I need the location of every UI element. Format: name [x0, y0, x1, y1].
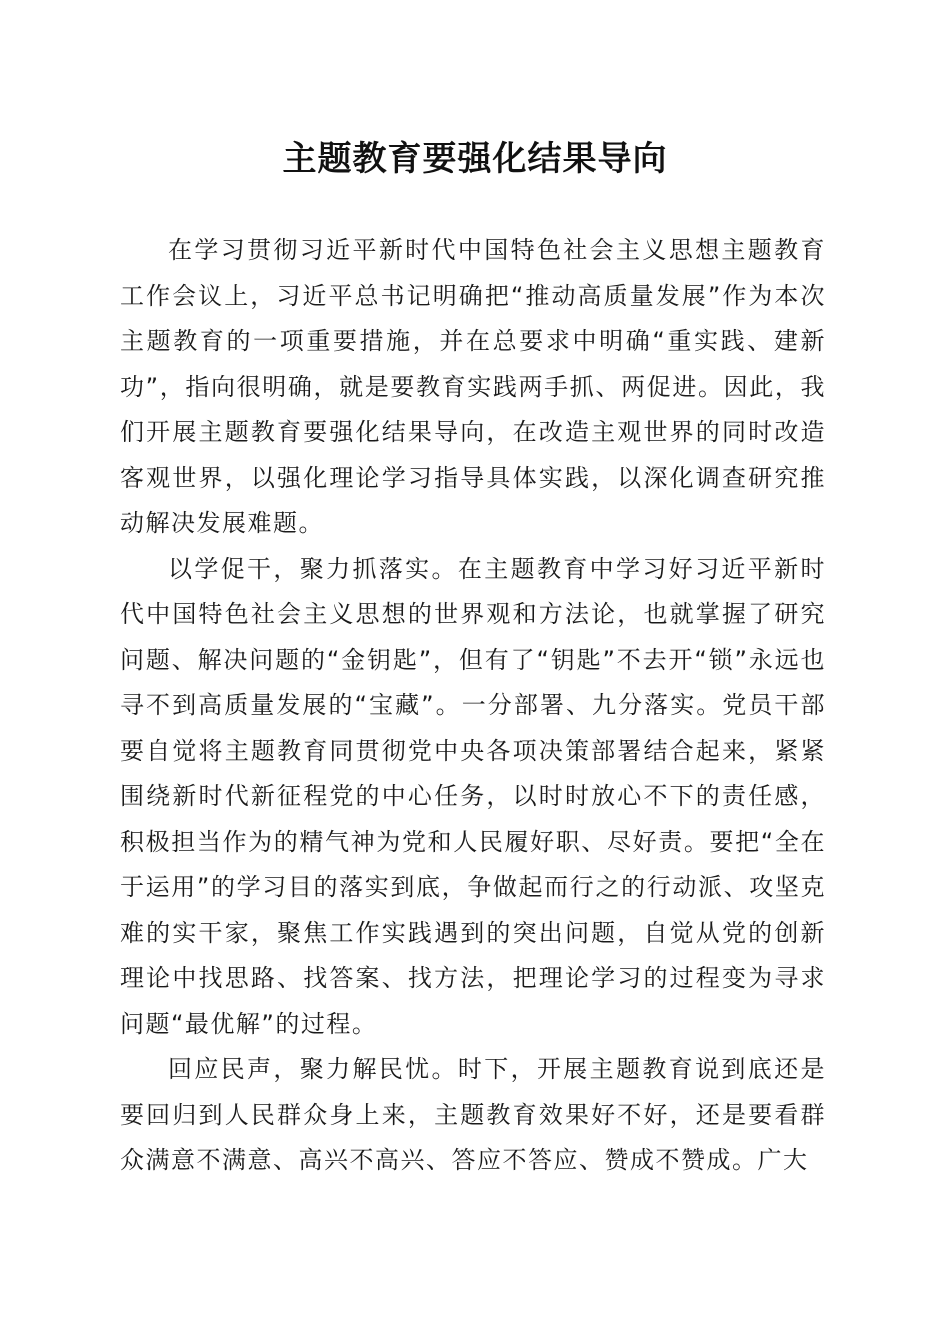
document-body	[120, 228, 826, 1184]
paragraph-3: 回应民声，聚力解民忧。时下，开展主题教育说到底还是要回归到人民群众身上来，主题教育效果好不好，还是要看群众满意不满意、高兴不高兴、答应不答应、赞成不赞成。广大	[120, 1055, 826, 1174]
paragraph-2: 以学促干，聚力抓落实。在主题教育中学习好习近平新时代中国特色社会主义思想的世界观和方法论，也就掌握了研究问题、解决问题的“金钥匙”，但有了“钥匙”不去开“锁”永远也寻不到高质量发展的“宝藏”。一分部署、九分落实。党员干部要自觉将主题教育同贯彻党中央各项决策部署结合起来，紧紧围绕新时代新征程党的中心任务，以时时放心不下的责任感，积极担当作为的精气神为党和人民履好职、尽好责。要把“全在于运用”的学习目的落实到底，争做起而行之的行动派、攻坚克难的实干家，聚焦工作实践遇到的突出问题，自觉从党的创新理论中找思路、找答案、找方法，把理论学习的过程变为寻求问题“最优解”的过程。	[120, 554, 826, 1038]
paragraph-1: 在学习贯彻习近平新时代中国特色社会主义思想主题教育工作会议上，习近平总书记明确把“推动高质量发展”作为本次主题教育的一项重要措施，并在总要求中明确“重实践、建新功”，指向很明确，就是要教育实践两手抓、两促进。因此，我们开展主题教育要强化结果导向，在改造主观世界的同时改造客观世界，以强化理论学习指导具体实践，以深化调查研究推动解决发展难题。	[120, 236, 826, 537]
document-title: 主题教育要强化结果导向	[282, 139, 668, 179]
